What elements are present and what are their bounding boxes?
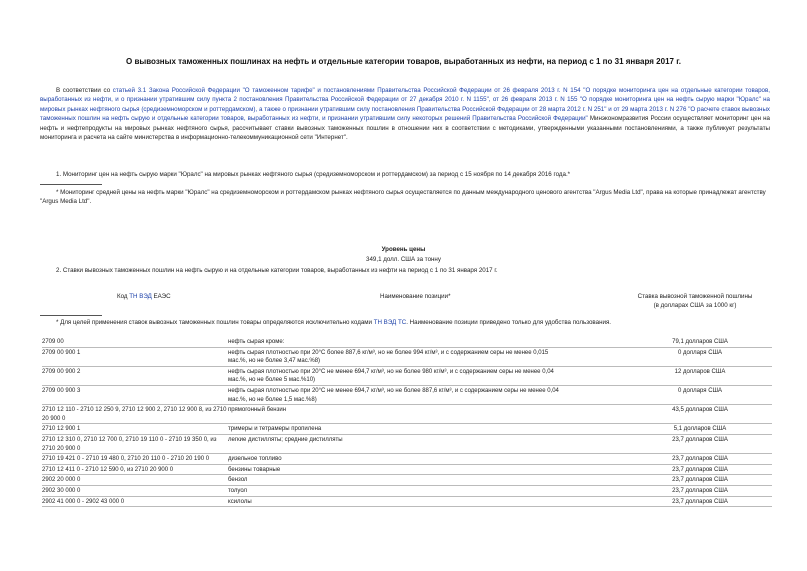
row-code: 2710 12 110 - 2710 12 250 9, 2710 12 900 2, 2710 12 900 8, из 2710 20 900 0 <box>42 405 228 424</box>
row-name: нефть сырая плотностью при 20°С более 887,6 кг/м³, но не более 994 кг/м³, и с содержанием серы не менее 0,015 <box>228 349 549 356</box>
intro-paragraph <box>40 86 770 142</box>
row-name: дизельное топливо <box>228 454 628 465</box>
row-code: 2710 19 421 0 - 2710 19 480 0, 2710 20 110 0 - 2710 20 190 0 <box>42 454 228 465</box>
price-level-value: 349,1 долл. США за тонну <box>366 256 441 263</box>
row-rate: 79,1 долларов США <box>628 337 772 347</box>
row-code: 2709 00 <box>42 337 228 347</box>
table-row <box>42 424 772 435</box>
item-1-text: 1. Мониторинг цен на нефть сырую марки "Юралс" на мировых рынках нефтяного сырья (средиземноморском и роттердамском) за период с 15 ноября по 14 декабря 2016 года.* <box>56 171 571 178</box>
column-header-name: Наименование позиции* <box>380 293 451 300</box>
footnote-divider <box>40 184 102 185</box>
row-name: тримеры и тетрамеры пропилена <box>228 424 628 435</box>
rates-table <box>42 337 772 507</box>
row-rate: 43,5 долларов США <box>628 405 772 424</box>
row-code: 2709 00 900 1 <box>42 349 81 356</box>
row-code: 2710 12 411 0 - 2710 12 590 0, из 2710 20 900 0 <box>42 464 228 475</box>
row-rate: 23,7 долларов США <box>628 464 772 475</box>
table-row <box>42 434 772 453</box>
row-name: толуол <box>228 485 628 496</box>
row-rate: 5,1 долларов США <box>628 424 772 435</box>
row-name: бензол <box>228 475 628 486</box>
row-code: 2709 00 900 3 <box>42 387 81 394</box>
table-row <box>42 464 772 475</box>
row-name: легкие дистилляты; средние дистилляты <box>228 434 628 453</box>
row-name: нефть сырая плотностью при 20°С не менее 694,7 кг/м³, но не более 980 кг/м³, и с содержанием серы не менее 0,04 <box>228 368 554 375</box>
row-rate: 12 долларов США <box>674 368 726 375</box>
row-rate: 23,7 долларов США <box>628 434 772 453</box>
row-rate: 23,7 долларов США <box>628 475 772 486</box>
item-2-text: 2. Ставки вывозных таможенных пошлин на нефть сырую и на отдельные категории товаров, выработанных из нефти на период с 1 по 31 января 2017 г. <box>56 267 498 274</box>
row-rate: 23,7 долларов США <box>628 454 772 465</box>
row-code: 2902 20 000 0 <box>42 475 228 486</box>
row-rate: 23,7 долларов США <box>628 496 772 507</box>
row-code: 2710 12 310 0, 2710 12 700 0, 2710 19 110 0 - 2710 19 350 0, из 2710 20 900 0 <box>42 434 228 453</box>
table-row <box>42 496 772 507</box>
page-title: О вывозных таможенных пошлинах на нефть и отдельные категории товаров, выработанных из нефти, на период с 1 по 31 января 2017 г. <box>126 57 681 66</box>
row-code: 2710 12 900 1 <box>42 424 228 435</box>
table-row <box>42 405 772 424</box>
row-name: нефть сырая кроме: <box>228 337 628 347</box>
tn-ved-link[interactable]: ТН ВЭД <box>129 293 152 300</box>
table-row <box>42 385 772 395</box>
row-name: нефть сырая плотностью при 20°С не менее 694,7 кг/м³, но не более 887,6 кг/м³, и с содержанием серы не менее 0,04 <box>228 387 559 394</box>
footnote-2: * Для целей применения ставок вывозных таможенных пошлин товары определяются исключительно кодами ТН ВЭД ТС. Наименование позиции приведено только для удобства пользования. <box>56 319 612 326</box>
table-row <box>42 485 772 496</box>
row-code: 2709 00 900 2 <box>42 368 81 375</box>
intro-text-end: Минэкономразвития России осуществляет мониторинг цен на нефть и нефтепродукты на мировых рынках нефтяного сырья, рассчитывает ставки вывозных таможенных пошлин в отношении них в соответствии с методиками, утвержденными указанными постановлениями, а также публикует результаты мониторинга и расчета на сайте министерства в информационно-телекоммуникационной сети "Интернет". <box>40 115 770 142</box>
row-name-continuation: мас.%, но не более 1,5 мас.%8) <box>228 396 628 405</box>
row-code: 2902 41 000 0 - 2902 43 000 0 <box>42 496 228 507</box>
table-row-continuation <box>42 396 772 405</box>
row-code: 2902 30 000 0 <box>42 485 228 496</box>
table-footnote-divider <box>40 315 102 316</box>
row-name-continuation: мас.%, но не более 5 мас.%10) <box>228 376 628 385</box>
law-reference-link[interactable]: статьей 3.1 Закона Российской Федерации "О таможенном тарифе" и постановлениями Правительства Российской Федерации от 26 февраля 2013 г. N 154 "О порядке мониторинга цен на отдельные категории товаров, выработанных из нефти, и о признании утратившим силу пункта 2 постановления Правительства Российской Федерации от 27 декабря 2010 г. N 1155", от 26 февраля 2013 г. N 155 "О порядке мониторинга цен на нефть сырую марки "Юралс" на мировых рынках нефтяного сырья (средиземноморском и роттердамском), а также о признании утратившим силу постановления Правительства Российской Федерации от 28 марта 2012 г. N 251" и от 29 марта 2013 г. N 276 "О расчете ставок вывозных таможенных пошлин на нефть сырую и отдельные категории товаров, выработанных из нефти, и признании утратившим силу некоторых решений Правительства Российской Федерации" <box>40 87 770 123</box>
table-row <box>42 347 772 357</box>
row-name: ксилолы <box>228 496 628 507</box>
table-row <box>42 366 772 376</box>
row-name-continuation: мас.%, но не более 3,47 мас.%8) <box>228 357 628 366</box>
intro-text-start: В соответствии со <box>56 87 113 94</box>
table-row <box>42 475 772 486</box>
table-row <box>42 337 772 347</box>
tn-ved-ts-link[interactable]: ТН ВЭД ТС <box>373 319 407 326</box>
row-name: прямогонный бензин <box>228 405 628 424</box>
footnote-1: * Мониторинг средней цены на нефть марки "Юралс" на средиземноморском и роттердамском рынках нефтяного сырья осуществляется по данным международного ценового агентства "Argus Media Ltd", права на которые принадлежат агентству "Argus Media Ltd". <box>40 189 766 205</box>
row-name: бензины товарные <box>228 464 628 475</box>
table-row <box>42 454 772 465</box>
row-rate: 23,7 долларов США <box>628 485 772 496</box>
row-rate: 0 долларя США <box>677 387 723 394</box>
column-header-code: Код ТН ВЭД ЕАЭС <box>117 293 171 300</box>
row-rate: 0 долларя США <box>677 349 723 356</box>
column-header-rate: Ставка вывозной таможенной пошлины (в долларах США за 1000 кг) <box>637 293 753 309</box>
table-row-continuation <box>42 357 772 366</box>
table-row-continuation <box>42 376 772 385</box>
price-level-label: Уровень цены <box>381 246 426 253</box>
